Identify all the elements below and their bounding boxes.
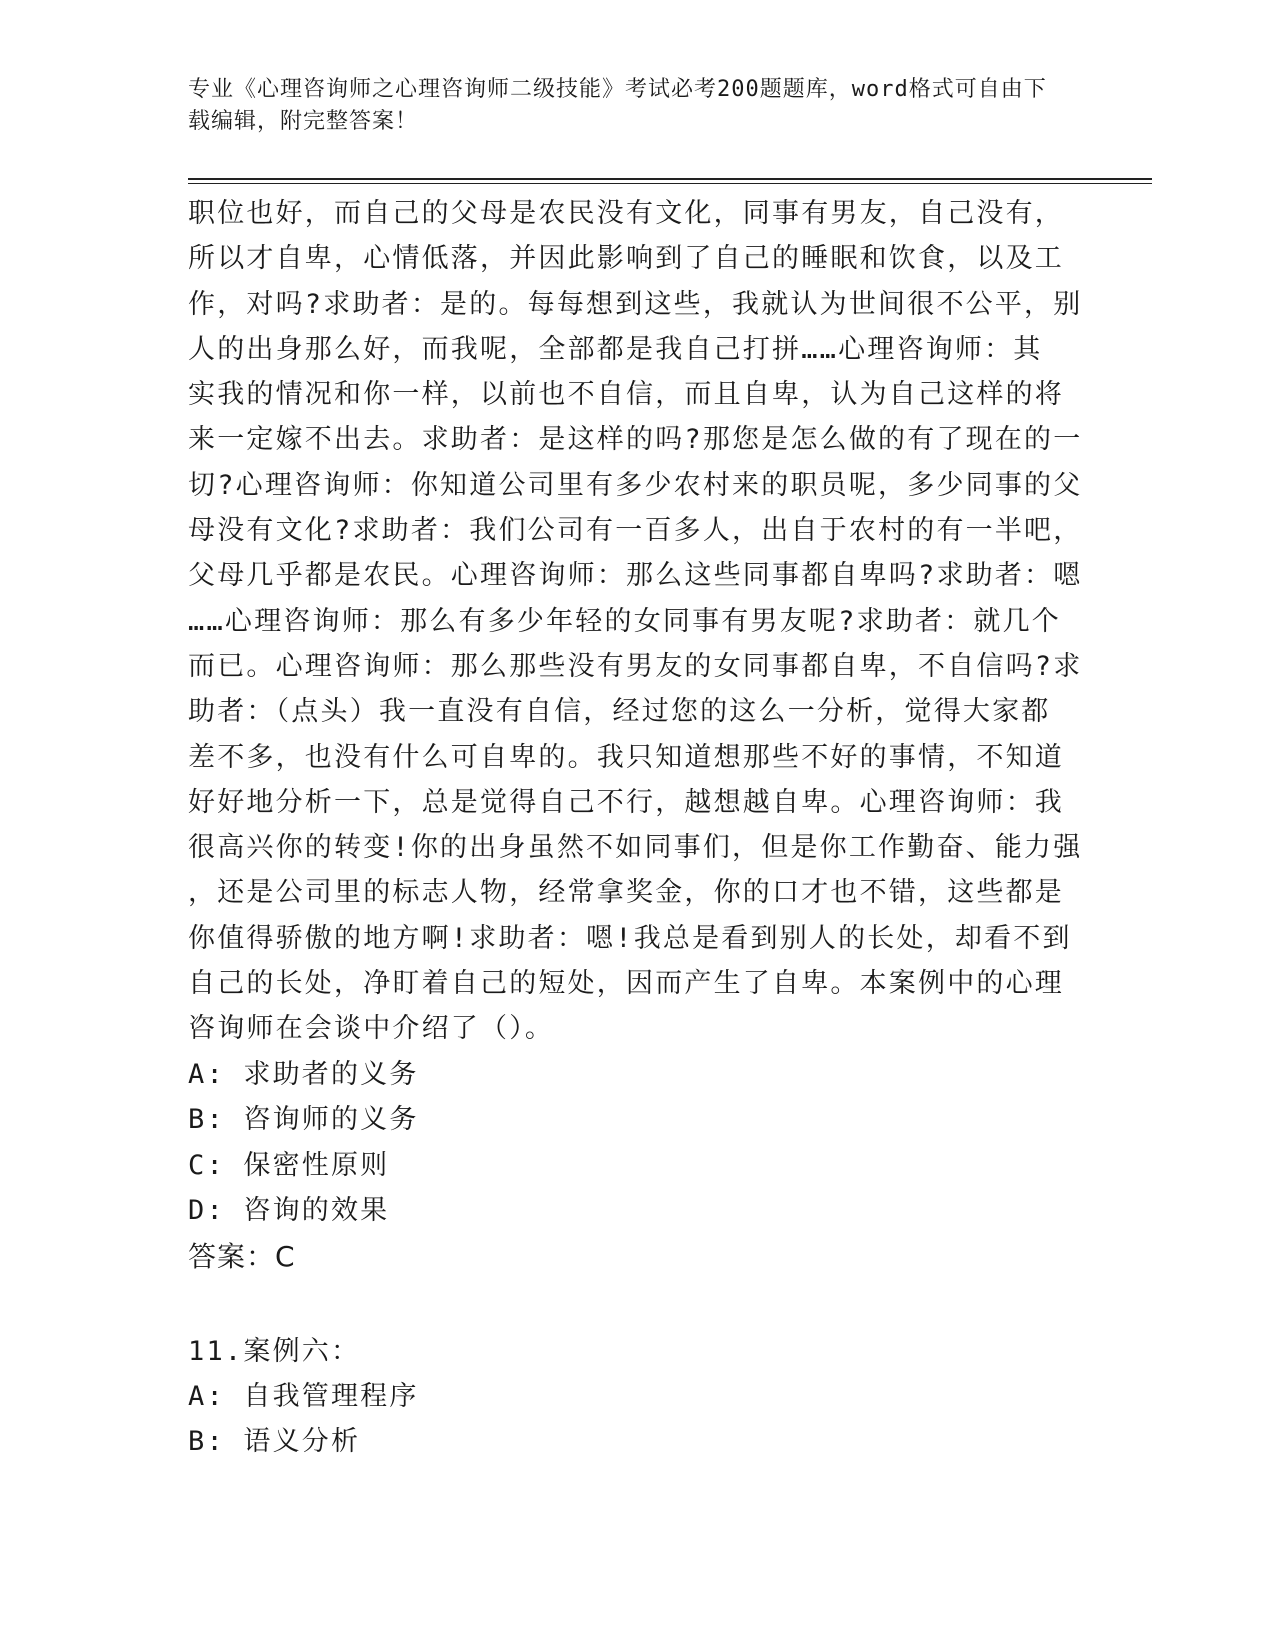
passage-line: 母没有文化?求助者：我们公司有一百多人，出自于农村的有一半吧， (188, 515, 1083, 547)
passage-line: 而已。心理咨询师：那么那些没有男友的女同事都自卑，不自信吗?求 (188, 650, 1083, 682)
passage-line: 所以才自卑，心情低落，并因此影响到了自己的睡眠和饮食，以及工 (188, 243, 1064, 275)
passage-line: 切?心理咨询师：你知道公司里有多少农村来的职员呢，多少同事的父 (188, 469, 1083, 501)
option-b: B: 语义分析 (188, 1426, 361, 1458)
passage-line: 实我的情况和你一样，以前也不自信，而且自卑，认为自己这样的将 (188, 379, 1064, 411)
passage-line: 助者：（点头）我一直没有自信，经过您的这么一分析，觉得大家都 (188, 696, 1051, 728)
option-a: A: 求助者的义务 (188, 1059, 419, 1090)
q11-stem: 11.案例六： (188, 1336, 361, 1367)
passage-line: ……心理咨询师：那么有多少年轻的女同事有男友呢?求助者：就几个 (188, 605, 1061, 637)
header-title: 专业《心理咨询师之心理咨询师二级技能》考试必考200题题库，word格式可自由下载编辑，附完整答案！ (188, 77, 1047, 134)
passage-line: ，还是公司里的标志人物，经常拿奖金，你的口才也不错，这些都是 (188, 877, 1064, 909)
passage-line: 好好地分析一下，总是觉得自己不行，越想越自卑。心理咨询师：我 (188, 786, 1064, 818)
option-b: B: 咨询师的义务 (188, 1104, 419, 1136)
option-d: D: 咨询的效果 (188, 1194, 390, 1226)
q10-answer: 答案：C (188, 1240, 296, 1273)
passage-line: 父母几乎都是农民。心理咨询师：那么这些同事都自卑吗?求助者：嗯 (188, 560, 1083, 592)
question-passage (188, 191, 1088, 1052)
header-rule-thick (188, 178, 1152, 180)
option-c: C: 保密性原则 (188, 1149, 390, 1181)
passage-line: 人的出身那么好，而我呢，全部都是我自己打拼……心理咨询师：其 (188, 333, 1043, 365)
passage-line: 作，对吗?求助者：是的。每每想到这些，我就认为世间很不公平，别 (188, 288, 1083, 320)
passage-line: 你值得骄傲的地方啊!求助者：嗯!我总是看到别人的长处，却看不到 (188, 922, 1072, 954)
option-a: A: 自我管理程序 (188, 1381, 419, 1412)
q11-options (188, 1374, 888, 1465)
document-header (188, 74, 1068, 138)
passage-line: 很高兴你的转变!你的出身虽然不如同事们，但是你工作勤奋、能力强 (188, 832, 1083, 864)
passage-line: 咨询师在会谈中介绍了（）。 (188, 1013, 555, 1045)
passage-line: 自己的长处，净盯着自己的短处，因而产生了自卑。本案例中的心理 (188, 968, 1064, 1000)
passage-line: 差不多，也没有什么可自卑的。我只知道想那些不好的事情，不知道 (188, 741, 1064, 773)
header-rule-thin (188, 183, 1152, 184)
passage-line: 来一定嫁不出去。求助者：是这样的吗?那您是怎么做的有了现在的一 (188, 424, 1083, 456)
q10-options (188, 1052, 888, 1233)
passage-line: 职位也好，而自己的父母是农民没有文化，同事有男友，自己没有， (188, 198, 1064, 229)
